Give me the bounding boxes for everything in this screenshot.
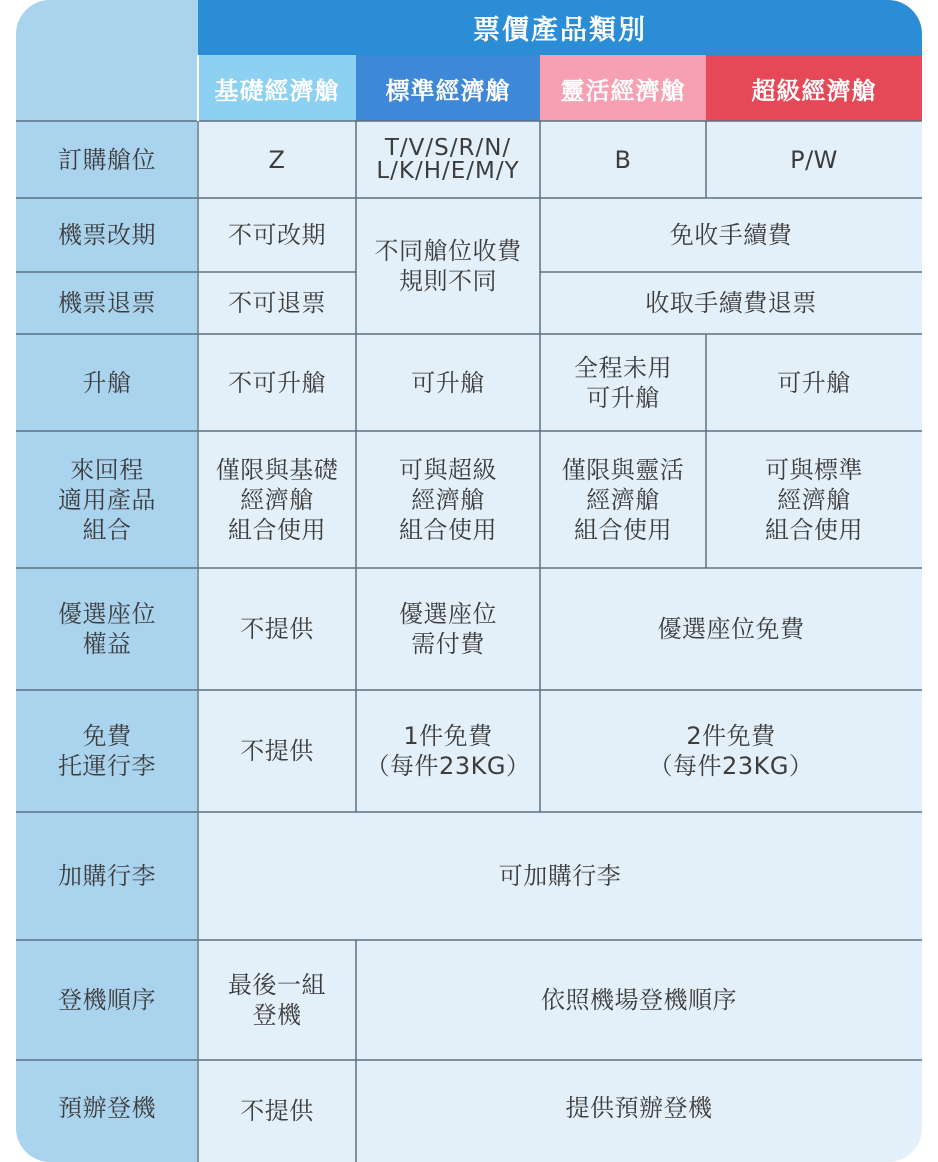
header-flex-economy: 靈活經濟艙 bbox=[540, 55, 706, 121]
corner-cell bbox=[16, 0, 198, 121]
all-extra-baggage: 可加購行李 bbox=[498, 862, 622, 890]
flex-super-baggage: 2件免費 （每件23KG） bbox=[648, 722, 814, 780]
row-label-baggage: 免費 托運行李 bbox=[58, 722, 156, 780]
basic-refund: 不可退票 bbox=[228, 289, 326, 317]
flex-upgrade: 全程未用 可升艙 bbox=[574, 353, 672, 412]
basic-booking-class: Z bbox=[268, 145, 286, 174]
basic-boarding: 最後一組 登機 bbox=[228, 971, 326, 1029]
row-label-refund: 機票退票 bbox=[58, 289, 156, 317]
row-label-change: 機票改期 bbox=[58, 221, 156, 249]
super-combination: 可與標準 經濟艙 組合使用 bbox=[765, 455, 863, 544]
row-label-seat: 優選座位 權益 bbox=[58, 600, 156, 658]
flex-super-seat: 優選座位免費 bbox=[657, 615, 805, 643]
row-label-combination: 來回程 適用產品 組合 bbox=[58, 455, 156, 544]
flex-super-change: 免收手續費 bbox=[669, 221, 793, 249]
basic-seat: 不提供 bbox=[240, 615, 314, 643]
super-upgrade: 可升艙 bbox=[777, 368, 851, 397]
flex-booking-class: B bbox=[614, 145, 632, 174]
row-label-boarding: 登機順序 bbox=[58, 986, 156, 1014]
header-super-economy: 超級經濟艙 bbox=[706, 55, 922, 121]
others-boarding: 依照機場登機順序 bbox=[541, 986, 737, 1014]
row-label-upgrade: 升艙 bbox=[82, 368, 132, 397]
flex-super-refund: 收取手續費退票 bbox=[645, 289, 817, 317]
fare-comparison-table bbox=[16, 0, 922, 1162]
basic-baggage: 不提供 bbox=[240, 737, 314, 765]
basic-checkin: 不提供 bbox=[240, 1097, 314, 1125]
others-checkin: 提供預辦登機 bbox=[565, 1094, 713, 1122]
table-title: 票價產品類別 bbox=[198, 0, 922, 55]
header-basic-economy: 基礎經濟艙 bbox=[198, 55, 356, 121]
header-standard-economy: 標準經濟艙 bbox=[356, 55, 540, 121]
standard-change-refund: 不同艙位收費 規則不同 bbox=[374, 237, 522, 295]
row-label-extra-baggage: 加購行李 bbox=[58, 862, 156, 890]
standard-seat: 優選座位 需付費 bbox=[399, 600, 497, 658]
standard-booking-class: T/V/S/R/N/ L/K/H/E/M/Y bbox=[376, 134, 520, 184]
basic-upgrade: 不可升艙 bbox=[228, 368, 326, 397]
basic-combination: 僅限與基礎 經濟艙 組合使用 bbox=[215, 455, 339, 544]
super-booking-class: P/W bbox=[790, 146, 838, 174]
row-label-booking-class: 訂購艙位 bbox=[58, 145, 156, 174]
standard-combination: 可與超級 經濟艙 組合使用 bbox=[399, 455, 497, 544]
row-label-checkin: 預辦登機 bbox=[58, 1094, 156, 1122]
standard-baggage: 1件免費 （每件23KG） bbox=[365, 722, 531, 780]
basic-change: 不可改期 bbox=[228, 221, 326, 249]
flex-combination: 僅限與靈活 經濟艙 組合使用 bbox=[561, 455, 685, 544]
standard-upgrade: 可升艙 bbox=[411, 368, 485, 397]
